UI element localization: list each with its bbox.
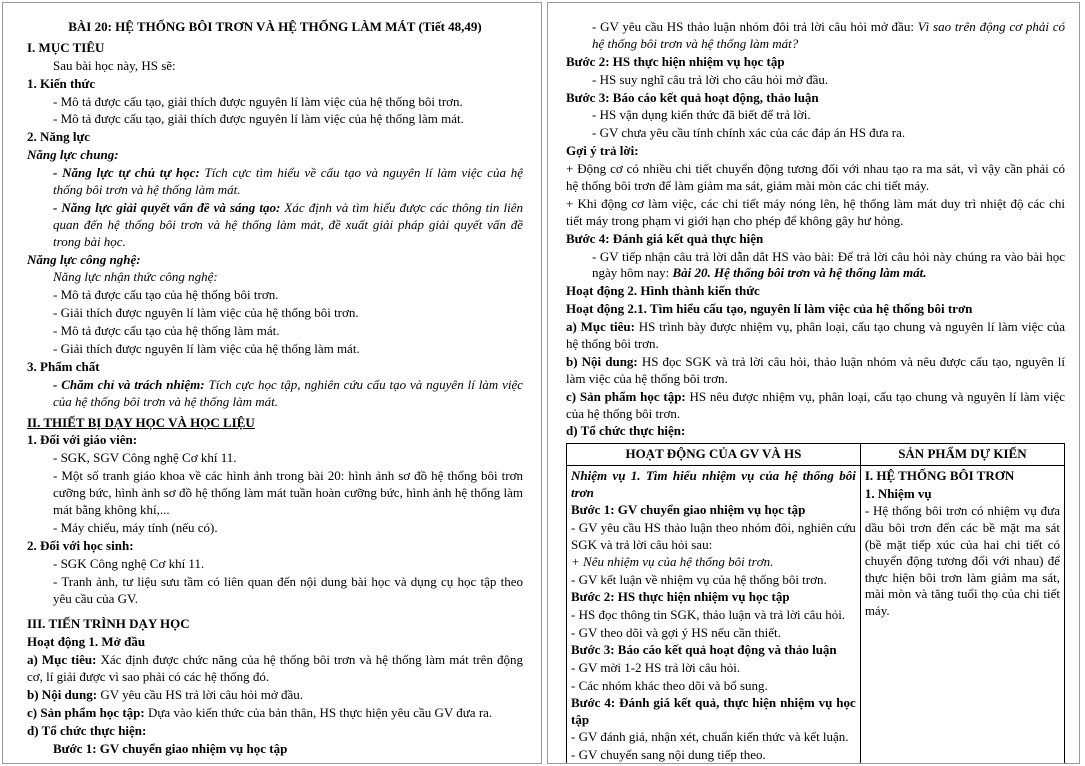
text-cau-hoi-mo-dau: Vì sao trên động cơ phải có hệ thống bôi trơn và hệ thống làm mát? xyxy=(592,19,1065,51)
heading-kien-thuc: 1. Kiến thức xyxy=(27,75,96,91)
item-kien-thuc-1: - Mô tả được cấu tạo, giải thích được nguyên lí làm việc của hệ thống bôi trơn. xyxy=(53,93,463,109)
heading-nang-luc: 2. Năng lực xyxy=(27,129,91,145)
heading-to-chuc-thuc-hien-hd21: d) Tổ chức thực hiện: xyxy=(566,423,686,439)
heading-buoc-2: Bước 2: HS thực hiện nhiệm vụ học tập xyxy=(566,53,785,69)
cell-buoc-4-line-1: - GV đánh giá, nhận xét, chuẩn kiến thức và kết luận. xyxy=(571,729,849,745)
cell-nhiem-vu-heading: 1. Nhiệm vụ xyxy=(864,485,932,501)
text-ten-bai-hoc: Bài 20. Hệ thống bôi trơn và hệ thống làm mát. xyxy=(672,265,927,281)
page-right-content xyxy=(566,19,1065,764)
goi-y-item-2: + Khi động cơ làm việc, các chi tiết máy nóng lên, hệ thống làm mát duy trì nhiệt độ các chi tiết máy trong phạm vi giới hạn cho phép để không gây hư hỏng. xyxy=(566,195,1065,228)
item-gv-1: - SGK, SGV Công nghệ Cơ khí 11. xyxy=(53,450,237,466)
subheading-nang-luc-chung: Năng lực chung: xyxy=(27,147,119,163)
item-cn-1: - Mô tả được cấu tạo của hệ thống bôi trơn. xyxy=(53,287,279,303)
heading-doi-voi-hoc-sinh: 2. Đối với học sinh: xyxy=(27,537,134,553)
cell-buoc-3-line-1: - GV mời 1-2 HS trả lời câu hỏi. xyxy=(571,659,741,675)
cell-buoc-4-line-2: - GV chuyển sang nội dung tiếp theo. xyxy=(571,747,766,762)
table-cell-san-pham xyxy=(860,466,1064,765)
lead-gv-yeu-cau: - GV yêu cầu HS thảo luận nhóm đôi trả lời câu hỏi mở đầu: xyxy=(592,19,918,34)
heading-buoc-3: Bước 3: Báo cáo kết quả hoạt động, thảo luận xyxy=(566,89,819,105)
text-cham-chi: Tích cực học tập, nghiên cứu cấu tạo và nguyên lí làm việc của hệ thống bôi trơn và hệ thống làm mát. xyxy=(53,376,523,409)
line-sau-bai-hoc: Sau bài học này, HS sẽ: xyxy=(53,57,176,73)
text-muc-tieu-hd1: Xác định được chức năng của hệ thống bôi trơn và hệ thống làm mát trên động cơ, lí giải được vì sao phải có các hệ thống đó. xyxy=(27,652,523,685)
lead-muc-tieu-hd1: a) Mục tiêu: xyxy=(27,652,97,668)
cell-buoc-1-question: + Nêu nhiệm vụ của hệ thống bôi trơn. xyxy=(571,554,774,570)
text-san-pham-hd1: Dựa vào kiến thức của bản thân, HS thực hiện yêu cầu GV đưa ra. xyxy=(144,704,493,720)
heading-doi-voi-giao-vien: 1. Đối với giáo viên: xyxy=(27,432,138,448)
text-noi-dung-hd1: GV yêu cầu HS trả lời câu hỏi mở đầu. xyxy=(97,686,304,702)
heading-hoat-dong-1: Hoạt động 1. Mở đầu xyxy=(27,634,146,650)
lead-cham-chi: - Chăm chỉ và trách nhiệm: xyxy=(53,376,205,392)
subheading-nhan-thuc-cong-nghe: Năng lực nhận thức công nghệ: xyxy=(53,269,218,285)
cell-buoc-1-line-2: - GV kết luận về nhiệm vụ của hệ thống bôi trơn. xyxy=(571,571,827,587)
heading-muc-tieu: I. MỤC TIÊU xyxy=(27,39,105,55)
lead-muc-tieu-hd21: a) Mục tiêu: xyxy=(566,319,635,335)
cell-buoc-4: Bước 4: Đánh giá kết quả, thực hiện nhiệm vụ học tập xyxy=(571,695,856,727)
item-buoc-2-1: - HS suy nghĩ câu trả lời cho câu hỏi mở đầu. xyxy=(592,71,829,87)
cell-buoc-3-line-2: - Các nhóm khác theo dõi và bổ sung. xyxy=(571,677,768,693)
heading-hoat-dong-2: Hoạt động 2. Hình thành kiến thức xyxy=(566,283,760,299)
item-gv-2: - Một số tranh giáo khoa về các hình ảnh trong bài 20: hình ảnh sơ đồ hệ thống bôi trơn cưỡng bức, hình ảnh sơ đồ hệ thống làm mát tuần hoàn cưỡng bức, hình ảnh hệ thống làm mát bằng không khí,... xyxy=(53,468,523,518)
item-gv-3: - Máy chiếu, máy tính (nếu có). xyxy=(53,519,218,535)
heading-buoc-1-hd1: Bước 1: GV chuyển giao nhiệm vụ học tập xyxy=(53,740,288,756)
table-row xyxy=(567,466,1065,765)
heading-goi-y-tra-loi: Gợi ý trả lời: xyxy=(566,143,639,159)
table-header-hoat-dong: HOẠT ĐỘNG CỦA GV VÀ HS xyxy=(567,444,861,466)
page-left-content xyxy=(27,19,523,758)
cell-buoc-1: Bước 1: GV chuyển giao nhiệm vụ học tập xyxy=(571,502,806,518)
lead-san-pham-hd1: c) Sản phẩm học tập: xyxy=(27,704,145,720)
lead-noi-dung-hd1: b) Nội dung: xyxy=(27,686,98,702)
lead-noi-dung-hd21: b) Nội dung: xyxy=(566,353,638,369)
cell-buoc-2-line-2: - GV theo dõi và gợi ý HS nếu cần thiết. xyxy=(571,624,781,640)
heading-tien-trinh-day-hoc: III. TIẾN TRÌNH DẠY HỌC xyxy=(27,616,190,632)
page-right xyxy=(547,2,1080,764)
text-san-pham-hd21: HS nêu được nhiệm vụ, phân loại, cấu tạo chung và nguyên lí làm việc của hệ thống bôi trơn. xyxy=(566,388,1065,421)
table-cell-hoat-dong xyxy=(567,466,861,765)
item-cn-2: - Giải thích được nguyên lí làm việc của hệ thống bôi trơn. xyxy=(53,305,359,321)
lead-nang-luc-giai-quyet: - Năng lực giải quyết vấn đề và sáng tạo: xyxy=(53,199,281,215)
lead-san-pham-hd21: c) Sản phẩm học tập: xyxy=(566,388,686,404)
document-title: BÀI 20: HỆ THỐNG BÔI TRƠN VÀ HỆ THỐNG LÀM MÁT (Tiết 48,49) xyxy=(68,19,482,34)
activity-table xyxy=(566,443,1065,764)
goi-y-item-1: + Động cơ có nhiều chi tiết chuyển động tương đối với nhau tạo ra ma sát, vì vậy cần phải có hệ thống bôi trơn để làm giảm ma sát, giảm mài mòn các chi tiết máy. xyxy=(566,161,1065,194)
table-header-san-pham: SẢN PHẨM DỰ KIẾN xyxy=(860,444,1064,466)
cell-buoc-2-line-1: - HS đọc thông tin SGK, thảo luận và trả lời câu hỏi. xyxy=(571,607,846,622)
heading-to-chuc-thuc-hien-hd1: d) Tổ chức thực hiện: xyxy=(27,722,147,738)
heading-thiet-bi-day-hoc: II. THIẾT BỊ DẠY HỌC VÀ HỌC LIỆU xyxy=(27,414,255,430)
item-cn-3: - Mô tả được cấu tạo của hệ thống làm mát. xyxy=(53,323,280,339)
subheading-nang-luc-cong-nghe: Năng lực công nghệ: xyxy=(27,251,141,267)
cell-buoc-3: Bước 3: Báo cáo kết quả hoạt động và thảo luận xyxy=(571,642,837,658)
lead-dan-dat-bai-hoc: - GV tiếp nhận câu trả lời dẫn dắt HS vào bài: Để trả lời câu hỏi này chúng ra vào bài học ngày hôm nay: xyxy=(592,248,1065,281)
heading-hoat-dong-2-1: Hoạt động 2.1. Tìm hiểu cấu tạo, nguyên lí làm việc của hệ thống bôi trơn xyxy=(566,301,973,317)
table-header-row xyxy=(567,444,1065,466)
item-buoc-3-2: - GV chưa yêu cầu tính chính xác của các đáp án HS đưa ra. xyxy=(592,125,906,141)
lead-nang-luc-tu-chu: - Năng lực tự chủ tự học: xyxy=(53,165,200,181)
text-noi-dung-hd21: HS đọc SGK và trả lời câu hỏi, thảo luận nhóm và nêu được cấu tạo, nguyên lí làm việc của hệ thống bôi trơn. xyxy=(566,353,1066,386)
text-nang-luc-tu-chu: Tích cực tìm hiểu về cấu tạo và nguyên lí làm việc của hệ thống bôi trơn và hệ thống làm mát. xyxy=(53,165,524,198)
item-hs-1: - SGK Công nghệ Cơ khí 11. xyxy=(53,555,205,571)
page-left xyxy=(2,2,542,764)
item-hs-2: - Tranh ảnh, tư liệu sưu tầm có liên quan đến nội dung bài học và dụng cụ học tập theo yêu cầu của GV. xyxy=(53,573,523,606)
cell-he-thong-boi-tron-title: I. HỆ THỐNG BÔI TRƠN xyxy=(864,468,1015,483)
text-muc-tieu-hd21: HS trình bày được nhiệm vụ, phân loại, cấu tạo chung và nguyên lí làm việc của hệ thống bôi trơn. xyxy=(566,319,1066,352)
item-kien-thuc-2: - Mô tả được cấu tạo, giải thích được nguyên lí làm việc của hệ thống làm mát. xyxy=(53,111,464,127)
item-cn-4: - Giải thích được nguyên lí làm việc của hệ thống làm mát. xyxy=(53,341,360,357)
item-buoc-3-1: - HS vận dụng kiến thức đã biết để trả lời. xyxy=(592,107,811,123)
text-nang-luc-giai-quyet: Xác định và tìm hiểu được các thông tin liên quan đến hệ thống bôi trơn và hệ thống làm mát, đề xuất giải pháp giải quyết vấn đề trong bài học. xyxy=(53,199,523,249)
cell-buoc-2: Bước 2: HS thực hiện nhiệm vụ học tập xyxy=(571,589,790,605)
cell-nhiem-vu-body: - Hệ thống bôi trơn có nhiệm vụ đưa dầu bôi trơn đến các bề mặt ma sát (bề mặt tiếp xúc của hai chi tiết có chuyển động tương đối với nhau) để thực hiện bôi trơn làm giảm ma sát, mài mòn và tăng tuổi thọ của chi tiết máy. xyxy=(864,503,1060,618)
cell-buoc-1-line-1: - GV yêu cầu HS thảo luận theo nhóm đôi, nghiên cứu SGK và trả lời câu hỏi sau: xyxy=(571,519,856,552)
heading-buoc-4: Bước 4: Đánh giá kết quả thực hiện xyxy=(566,230,764,246)
cell-nhiem-vu-1-title: Nhiệm vụ 1. Tìm hiểu nhiệm vụ của hệ thống bôi trơn xyxy=(571,468,856,500)
heading-pham-chat: 3. Phẩm chất xyxy=(27,358,100,374)
